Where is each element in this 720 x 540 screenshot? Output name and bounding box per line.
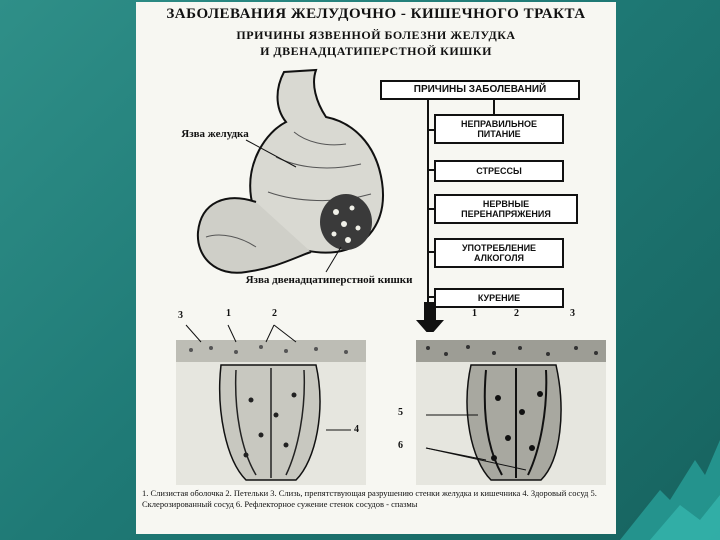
slide-decoration: [600, 400, 720, 540]
subtitle-line-1: ПРИЧИНЫ ЯЗВЕННОЙ БОЛЕЗНИ ЖЕЛУДКА: [236, 28, 516, 42]
left-figure-number-2: 2: [272, 308, 277, 319]
causes-heading: ПРИЧИНЫ ЗАБОЛЕВАНИЙ: [380, 80, 580, 100]
right-figure-number-3: 3: [570, 308, 575, 319]
cause-item-2: СТРЕССЫ: [434, 160, 564, 182]
label-duodenal-ulcer: Язва двенадцатиперстной кишки: [245, 274, 413, 286]
tissue-section-damaged: [416, 320, 606, 485]
label-stomach-ulcer: Язва желудка: [181, 128, 249, 140]
cause-item-5: КУРЕНИЕ: [434, 288, 564, 308]
page-title: ЗАБОЛЕВАНИЯ ЖЕЛУДОЧНО - КИШЕЧНОГО ТРАКТА: [166, 6, 586, 22]
right-figure-number-1: 1: [472, 308, 477, 319]
left-figure-number-1: 1: [226, 308, 231, 319]
stomach-illustration: [176, 62, 416, 292]
right-figure-number-5: 5: [398, 407, 403, 418]
tissue-section-healthy: [176, 320, 366, 485]
left-figure-number-4: 4: [354, 424, 359, 435]
cause-item-1: НЕПРАВИЛЬНОЕ ПИТАНИЕ: [434, 114, 564, 144]
cause-item-4: УПОТРЕБЛЕНИЕ АЛКОГОЛЯ: [434, 238, 564, 268]
right-figure-number-2: 2: [514, 308, 519, 319]
figure-caption: 1. Слизистая оболочка 2. Петельки 3. Слизь, препятствующая разрушению стенки желудка и кишечника 4. Здоровый сосуд 5. Склерозированный сосуд 6. Рефлекторное сужение стенок сосудов - спазмы: [142, 488, 597, 509]
subtitle-line-2: И ДВЕНАДЦАТИПЕРСТНОЙ КИШКИ: [260, 44, 492, 58]
cause-item-3: НЕРВНЫЕ ПЕРЕНАПРЯЖЕНИЯ: [434, 194, 578, 224]
scanned-page: [136, 2, 616, 534]
left-figure-number-3: 3: [178, 310, 183, 321]
right-figure-number-6: 6: [398, 440, 403, 451]
